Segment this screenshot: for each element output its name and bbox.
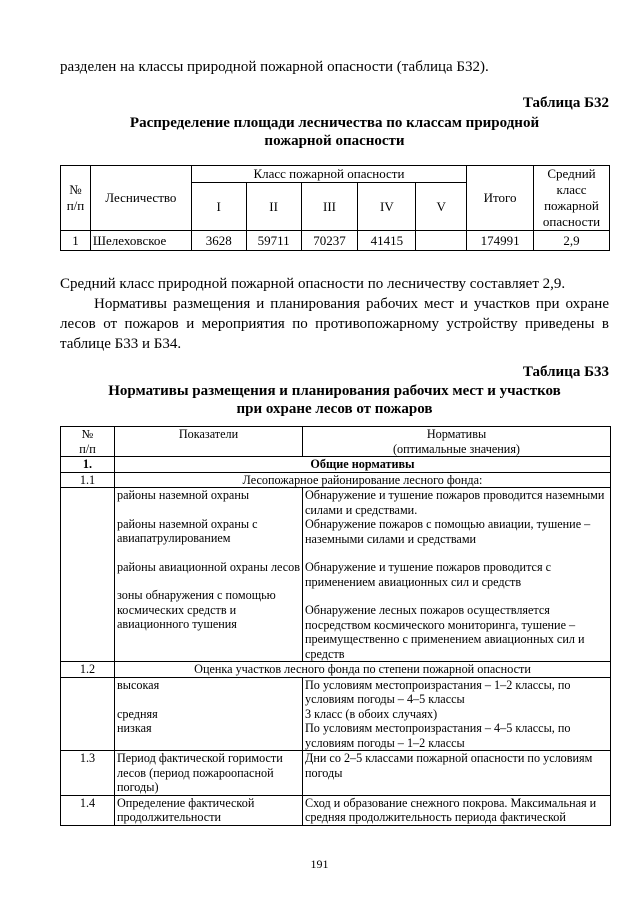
row-indicator: Определение фактической продолжительности [115, 795, 303, 825]
row-num: 1.1 [61, 472, 115, 488]
table-b32-title [60, 114, 609, 150]
list-item: Обнаружение и тушение пожаров проводится с применением авиационных сил и средств [305, 560, 552, 589]
table-b33-caption: Таблица Б33 [522, 364, 609, 380]
page-number: 191 [310, 857, 329, 871]
header-avg-class: Средний класс пожарной опасности [534, 166, 610, 231]
row-indicators [115, 488, 303, 662]
row-norms [303, 488, 611, 662]
table-b33-title [60, 382, 609, 418]
table-row [61, 457, 611, 473]
list-item: районы авиационной охраны лесов [117, 559, 301, 574]
row-norm: Дни со 2–5 классами пожарной опасности по условиям погоды [303, 751, 611, 796]
table-b33 [60, 426, 611, 826]
header-class-group: Класс пожарной опасности [191, 166, 466, 183]
header-total: Итого [467, 166, 534, 231]
list-item: зоны обнаружения с помощью космических средств и авиационного тушения [117, 588, 276, 631]
row-num: 1.2 [61, 662, 115, 678]
table-b33-title-line: при охране лесов от пожаров [236, 401, 433, 417]
header-num: № п/п [61, 166, 91, 231]
row-class-i: 3628 [191, 231, 246, 251]
table-row [61, 677, 611, 751]
row-indicators [115, 677, 303, 751]
section-num: 1. [61, 457, 115, 473]
row-norm: Сход и образование снежного покрова. Максимальная и средняя продолжительность периода фактической [303, 795, 611, 825]
row-title: Лесопожарное районирование лесного фонда: [115, 472, 611, 488]
section-title: Общие нормативы [115, 457, 611, 473]
list-item: По условиям местопроизрастания – 4–5 классы, по условиям погоды – 1–2 классы [305, 721, 571, 750]
list-item: 3 класс (в обоих случаях) [305, 706, 438, 721]
table-b32-title-line: Распределение площади лесничества по классам природной [129, 115, 540, 131]
header-indicators: Показатели [115, 427, 303, 457]
table-row [61, 751, 611, 796]
header-class-ii: II [246, 183, 301, 231]
table-b32 [60, 165, 610, 251]
table-b32-caption: Таблица Б32 [522, 95, 609, 111]
table-b33-title-line: Нормативы размещения и планирования рабочих мест и участков [108, 383, 561, 399]
paragraph-avg-class: Средний класс природной пожарной опасности по лесничеству составляет 2,9. [60, 276, 566, 292]
row-class-v [416, 231, 467, 251]
row-avg-class: 2,9 [534, 231, 610, 251]
row-num: 1.3 [61, 751, 115, 796]
list-item: Обнаружение и тушение пожаров проводится наземными силами и средствами. [305, 488, 605, 517]
list-item: По условиям местопроизрастания – 1–2 классы, по условиям погоды – 4–5 классы [305, 677, 571, 706]
list-item: районы наземной охраны с авиапатрулированием [117, 516, 258, 545]
row-forestry-name: Шелеховское [90, 231, 191, 251]
row-norms [303, 677, 611, 751]
table-row [61, 795, 611, 825]
row-class-ii: 59711 [246, 231, 301, 251]
table-row [61, 662, 611, 678]
header-norms: Нормативы (оптимальные значения) [303, 427, 611, 457]
row-indicator: Период фактической горимости лесов (период пожароопасной погоды) [115, 751, 303, 796]
list-item: низкая [117, 721, 152, 735]
row-num-empty [61, 488, 115, 662]
table-row [61, 488, 611, 662]
row-class-iv: 41415 [358, 231, 416, 251]
row-title: Оценка участков лесного фонда по степени пожарной опасности [115, 662, 611, 678]
list-item: районы наземной охраны [117, 488, 250, 502]
list-item: Обнаружение лесных пожаров осуществляется посредством космического мониторинга, тушение – преимущественно с применением авиационных сил и средств [305, 603, 585, 661]
table-row [61, 231, 610, 251]
row-num-empty [61, 677, 115, 751]
header-class-v: V [416, 183, 467, 231]
list-item: высокая [117, 677, 160, 692]
header-forestry: Лесничество [90, 166, 191, 231]
paragraph-norms: Нормативы размещения и планирования рабочих мест и участков при охране лесов от пожаров и мероприятия по противопожарному устройству приведены в таблице Б33 и Б34. [60, 296, 609, 352]
row-class-iii: 70237 [301, 231, 358, 251]
list-item: средняя [117, 706, 158, 721]
intro-text: разделен на классы природной пожарной опасности (таблица Б32). [60, 59, 489, 75]
row-num: 1 [61, 231, 91, 251]
header-class-i: I [191, 183, 246, 231]
header-class-iii: III [301, 183, 358, 231]
table-b32-title-line: пожарной опасности [264, 133, 405, 149]
table-header-row [61, 427, 611, 457]
header-class-iv: IV [358, 183, 416, 231]
row-num: 1.4 [61, 795, 115, 825]
list-item: Обнаружение пожаров с помощью авиации, тушение – наземными силами и средствами [305, 517, 591, 546]
row-total: 174991 [467, 231, 534, 251]
table-row [61, 472, 611, 488]
header-num: № п/п [61, 427, 115, 457]
